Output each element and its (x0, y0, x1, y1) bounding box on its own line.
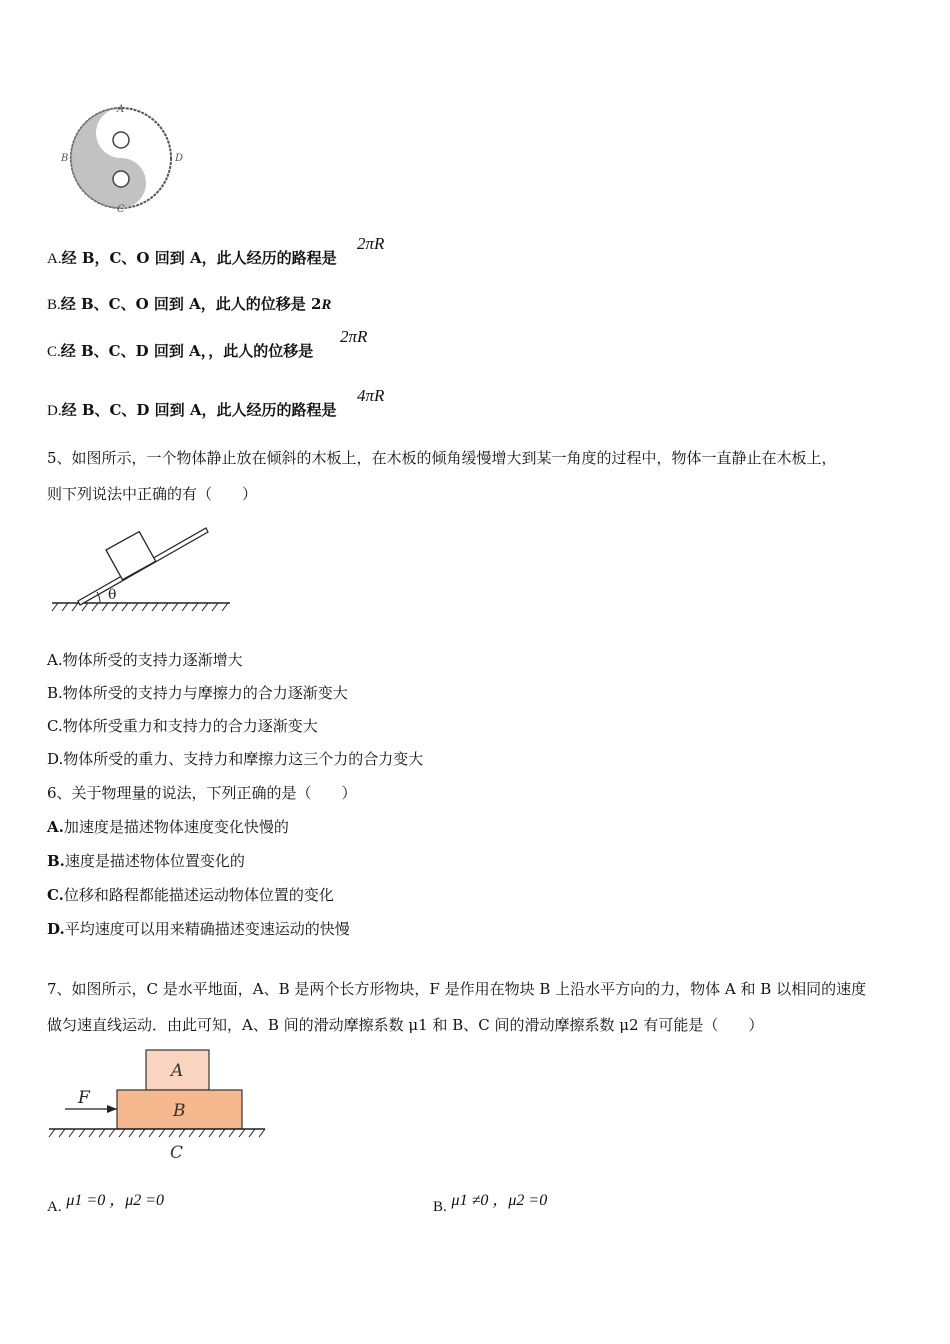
q7-option-b (433, 1190, 548, 1215)
q6-option-b (47, 851, 245, 871)
taiji-label-d: D (175, 153, 184, 164)
math-expr: 4πR (357, 386, 385, 405)
q5-option-d: D.物体所受的重力、支持力和摩擦力这三个力的合力变大 (47, 750, 424, 768)
q6-option-c (47, 885, 334, 905)
force-label: F (78, 1088, 90, 1108)
option-text: 经 B、C、O 回到 A，此人的位移是 2 (60, 295, 322, 313)
option-text: 平均速度可以用来精确描述变速运动的快慢 (64, 920, 350, 938)
option-text: 加速度是描述物体速度变化快慢的 (63, 818, 289, 836)
q6-option-a (47, 817, 289, 837)
math-expr: μ1 =0 ，μ2 =0 (66, 1192, 165, 1209)
option-label: D. (47, 920, 65, 938)
q6-option-d (47, 919, 350, 939)
option-label: A. (47, 818, 64, 836)
option-text: 经 B、C、D 回到 A，，此人的位移是 (60, 342, 314, 360)
q4-option-a (47, 234, 385, 269)
q4-option-d (47, 386, 385, 421)
math-expr: 2πR (357, 234, 385, 253)
option-label: D. (47, 403, 62, 419)
option-text: 经 B、C、D 回到 A，此人经历的路程是 (61, 401, 337, 419)
ground-label: C (170, 1143, 184, 1163)
q6-stem: 6、关于物理量的说法，下列正确的是（ ） (47, 784, 357, 802)
option-label: B. (47, 852, 65, 870)
angle-label: θ (108, 587, 117, 603)
option-text: 位移和路程都能描述运动物体位置的变化 (63, 886, 334, 904)
option-label: A. (47, 1199, 62, 1215)
q5-stem-line1: 5、如图所示，一个物体静止放在倾斜的木板上，在木板的倾角缓慢增大到某一角度的过程中，物体一直静止在木板上， (47, 449, 837, 467)
q4-option-b (47, 294, 331, 315)
option-text: 速度是描述物体位置变化的 (64, 852, 245, 870)
q4-option-c (47, 327, 368, 362)
blocks-figure (45, 1045, 270, 1165)
q7-stem-line1: 7、如图所示，C 是水平地面，A、B 是两个长方形物块，F 是作用在物块 B 上沿水平方向的力，物体 A 和 B 以相同的速度 (47, 980, 867, 998)
q5-stem-line2: 则下列说法中正确的有（ ） (47, 485, 258, 503)
q5-option-c: C.物体所受重力和支持力的合力逐渐变大 (47, 717, 318, 735)
q7-stem-line2: 做匀速直线运动．由此可知，A、B 间的滑动摩擦系数 μ1 和 B、C 间的滑动摩擦系数 μ2 有可能是（ ） (47, 1016, 764, 1034)
q5-option-a: A.物体所受的支持力逐渐增大 (47, 651, 243, 669)
taiji-label-c: C (117, 204, 125, 215)
block-a-label: A (171, 1061, 184, 1081)
block-b-label: B (173, 1101, 186, 1121)
taiji-label-a: A (117, 104, 125, 115)
taiji-figure (55, 100, 195, 215)
math-expr: 2πR (340, 327, 368, 346)
option-label: B. (433, 1199, 447, 1215)
q7-option-a (47, 1190, 165, 1215)
option-label: C. (47, 886, 64, 904)
option-label: C. (47, 344, 61, 360)
option-text: 经 B，C、O 回到 A，此人经历的路程是 (61, 249, 337, 267)
taiji-label-b: B (61, 153, 69, 164)
math-expr: μ1 ≠0 ，μ2 =0 (451, 1192, 548, 1209)
math-expr: R (321, 297, 332, 313)
q5-option-b: B.物体所受的支持力与摩擦力的合力逐渐变大 (47, 684, 348, 702)
option-label: A. (47, 251, 62, 267)
incline-figure (48, 520, 238, 615)
option-label: B. (47, 297, 61, 313)
